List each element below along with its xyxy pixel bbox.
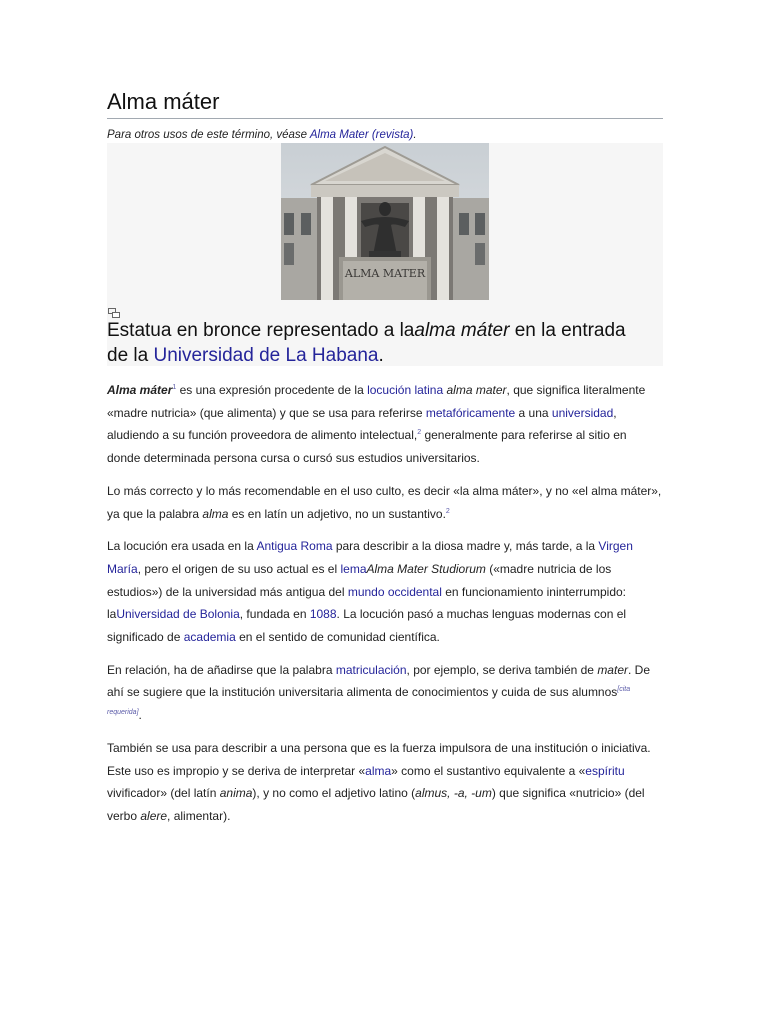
italic-text: almus, -a, -um	[415, 786, 492, 801]
link-universidad[interactable]: universidad	[551, 405, 614, 420]
text: También se usa para describir a una persona que es la fuerza impulsora de una institución o iniciativa. Este uso es impropio y se deriva de interpretar «	[107, 740, 651, 778]
text: .	[138, 708, 142, 723]
text: para describir a la diosa madre y, más tarde, a la	[332, 539, 599, 554]
reference-2[interactable]: 2	[417, 429, 422, 437]
link-matriculacion[interactable]: matriculación	[335, 662, 407, 677]
paragraph-5	[107, 737, 663, 828]
link-locucion-latina[interactable]: locución latina	[367, 383, 444, 397]
text: («madre nutricia de los estudios») de la universidad más antigua del	[107, 561, 612, 599]
italic-text: alma mater	[446, 383, 507, 397]
link-virgen-maria[interactable]: Virgen María	[107, 539, 633, 576]
link-lema[interactable]: lema	[340, 561, 367, 576]
term-bold: Alma máter	[107, 383, 173, 397]
reference-1[interactable]: 1	[172, 384, 177, 391]
text: Lo más correcto y lo más recomendable en el uso culto, es decir «la alma máter», y no «el alma máter», ya que la palabra	[107, 483, 662, 521]
link-mundo-occidental[interactable]: mundo occidental	[347, 584, 442, 599]
hatnote-text: Para otros usos de este término, véase	[107, 129, 310, 141]
link-antigua-roma[interactable]: Antigua Roma	[256, 539, 333, 554]
italic-text: mater	[597, 662, 628, 677]
italic-text: Alma Mater Studiorum	[366, 561, 486, 576]
text: ), y no como el adjetivo latino (	[252, 786, 416, 801]
paragraph-3	[107, 535, 663, 649]
statue-photo[interactable]	[281, 143, 489, 300]
figure-caption	[107, 318, 627, 368]
text: es una expresión procedente de la	[176, 383, 368, 397]
hatnote-link[interactable]: Alma Mater (revista)	[309, 129, 414, 141]
text: » como el sustantivo equivalente a «	[391, 763, 586, 778]
citation-needed[interactable]: [cita requerida]	[107, 686, 631, 717]
article	[107, 88, 663, 828]
text: generalmente para referirse al sitio en donde determinada persona cursa o cursó sus estudios universitarios.	[107, 428, 627, 466]
text: en el sentido de comunidad científica.	[235, 630, 440, 645]
article-body	[107, 379, 663, 828]
text: , alimentar).	[167, 808, 231, 823]
text: . De ahí se sugiere que la institución universitaria alimenta de conocimientos y cuida de sus alumnos	[107, 662, 651, 700]
italic-text: alere	[140, 808, 168, 823]
magnify-icon[interactable]	[108, 308, 120, 318]
italic-text: alma	[202, 506, 229, 521]
link-metaforicamente[interactable]: metafóricamente	[425, 405, 516, 420]
text: , fundada en	[239, 607, 310, 622]
statue-photo-graphic	[281, 143, 489, 300]
thumbnail-figure	[107, 143, 663, 366]
link-academia[interactable]: academia	[183, 630, 236, 645]
text: a una	[515, 405, 552, 420]
link-alma[interactable]: alma	[365, 763, 392, 778]
text: en funcionamiento ininterrumpido: la	[107, 584, 626, 622]
hatnote-suffix: .	[413, 129, 417, 141]
italic-text: anima	[219, 786, 253, 801]
caption-link-universidad[interactable]: Universidad de La Habana	[153, 345, 379, 366]
paragraph-2	[107, 480, 663, 525]
text: ) que significa «nutricio» (del verbo	[107, 786, 645, 823]
link-universidad-de-bolonia[interactable]: Universidad de Bolonia	[116, 607, 240, 622]
link-1088[interactable]: 1088	[309, 607, 337, 622]
inscription: ALMA MATER	[344, 267, 426, 280]
text: La locución era usada en la	[107, 539, 257, 554]
paragraph-1	[107, 379, 663, 470]
text: , pero el origen de su uso actual es el	[137, 561, 341, 576]
text: En relación, ha de añadirse que la palabra	[107, 662, 336, 677]
hatnote	[107, 127, 663, 143]
text: , aludiendo a su función proveedora de alimento intelectual,	[107, 405, 617, 443]
page-title: Alma máter	[107, 88, 663, 119]
text: vivificador» (del latín	[107, 786, 220, 801]
reference-2[interactable]: 2	[445, 507, 450, 515]
text: , que significa literalmente «madre nutricia» (que alimenta) y que se usa para referirse	[107, 383, 646, 420]
link-espiritu[interactable]: espíritu	[585, 763, 625, 778]
caption-text-2: en la entrada de la	[107, 320, 626, 366]
text: es en latín un adjetivo, no un sustantivo.	[228, 506, 446, 521]
caption-end: .	[378, 345, 384, 366]
paragraph-4	[107, 659, 663, 727]
text: , por ejemplo, se deriva también de	[406, 662, 598, 677]
caption-italic: alma máter	[414, 320, 510, 341]
caption-text: Estatua en bronce representado a la	[107, 320, 415, 341]
text: . La locución pasó a muchas lenguas modernas con el significado de	[107, 607, 627, 645]
